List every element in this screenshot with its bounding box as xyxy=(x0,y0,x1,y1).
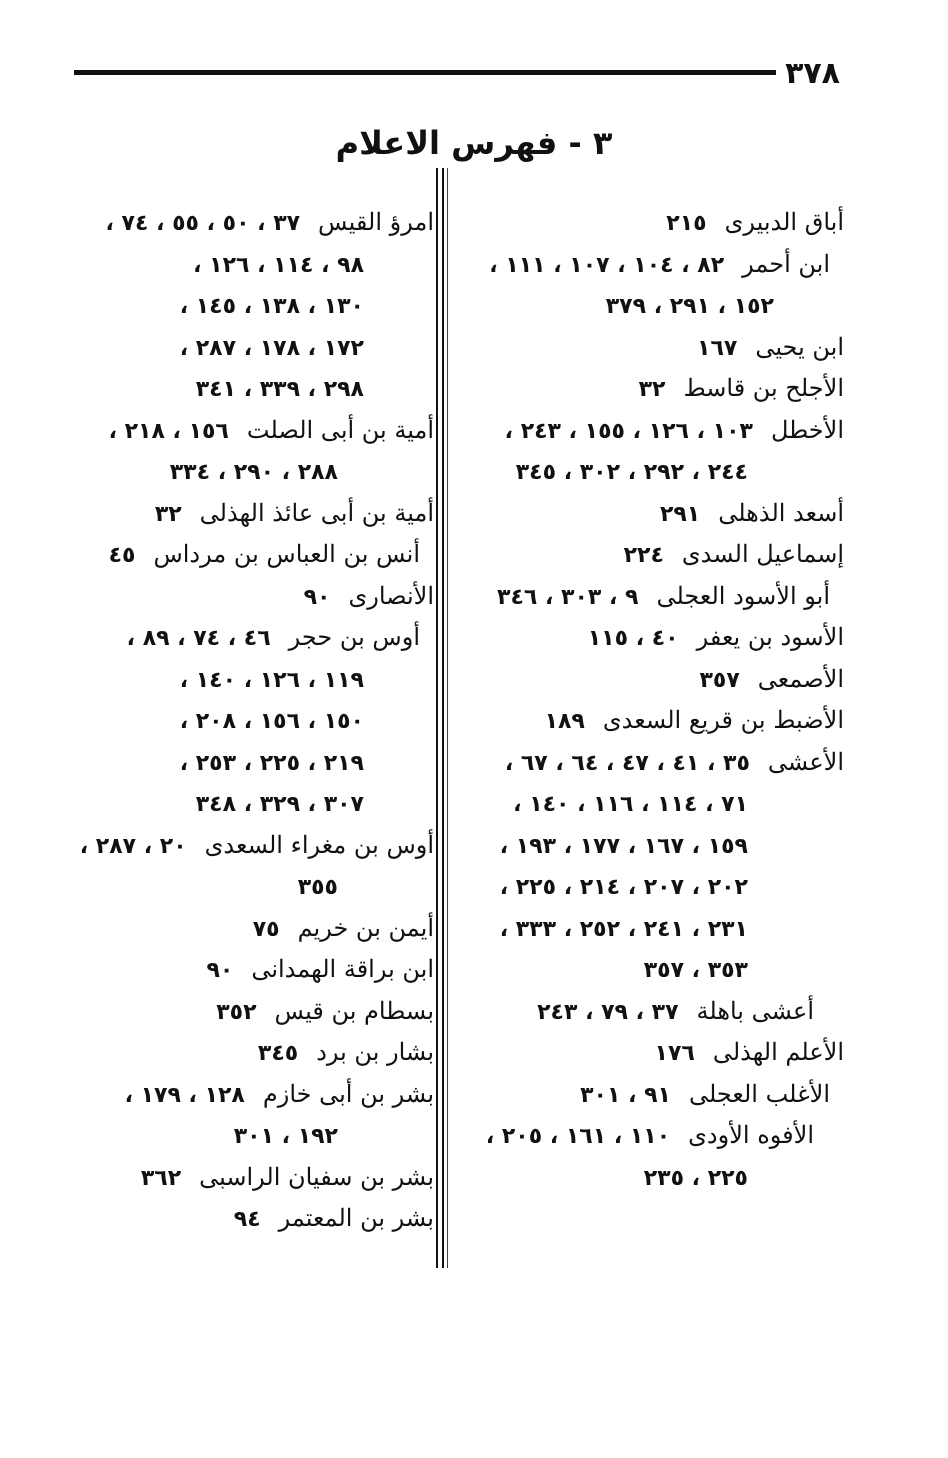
index-entry-continuation xyxy=(54,368,434,410)
entry-page-refs: ٩١ ، ٣٠١ xyxy=(580,1082,671,1108)
entry-page-refs: ٩٨ ، ١١٤ ، ١٢٦ ، xyxy=(193,252,364,278)
index-entry xyxy=(54,908,434,950)
entry-name: الأجلح بن قاسط xyxy=(683,374,844,402)
index-entry-continuation xyxy=(464,949,844,991)
index-entry xyxy=(54,825,434,867)
index-entry-continuation xyxy=(54,1115,434,1157)
entry-page-refs: ٣٥ ، ٤١ ، ٤٧ ، ٦٤ ، ٦٧ ، xyxy=(504,750,750,776)
index-entry-continuation xyxy=(54,244,434,286)
entry-name: بشر بن أبى خازم xyxy=(262,1079,434,1108)
index-entry xyxy=(464,991,844,1033)
entry-name: أمية بن أبى عائذ الهذلى xyxy=(199,498,434,527)
entry-page-refs: ٣٥٢ xyxy=(216,999,257,1025)
entry-name: أوس بن حجر xyxy=(288,623,420,651)
entry-page-refs: ١٧٢ ، ١٧٨ ، ٢٨٧ ، xyxy=(179,335,364,361)
index-entry xyxy=(54,1032,434,1074)
header-rule xyxy=(74,70,776,75)
entry-page-refs: ٢١٥ xyxy=(666,211,707,236)
entry-name: أمية بن أبى الصلت xyxy=(246,415,434,444)
entry-name: الأخطل xyxy=(770,415,844,444)
index-entry xyxy=(464,742,844,784)
entry-page-refs: ٣٥٣ ، ٣٥٧ xyxy=(643,958,748,983)
entry-page-refs: ٢٠٢ ، ٢٠٧ ، ٢١٤ ، ٢٢٥ ، xyxy=(499,875,748,900)
divider-line xyxy=(436,168,438,1268)
entry-page-refs: ١٥٢ ، ٢٩١ ، ٣٧٩ xyxy=(605,294,774,319)
divider-line xyxy=(447,168,448,1268)
entry-name: الأفوه الأودى xyxy=(688,1121,814,1149)
entry-page-refs: ٢٤٤ ، ٢٩٢ ، ٣٠٢ ، ٣٤٥ xyxy=(515,460,748,485)
entry-name: إسماعيل السدى xyxy=(681,540,844,568)
entry-page-refs: ٣٥٧ xyxy=(699,667,740,693)
index-entry xyxy=(464,534,844,576)
entry-name: ابن أحمر xyxy=(742,249,830,278)
index-entry xyxy=(54,576,434,618)
entry-page-refs: ٤٦ ، ٧٤ ، ٨٩ ، xyxy=(126,626,271,651)
entry-page-refs: ٢٢٤ xyxy=(623,543,664,568)
entry-page-refs: ٩٤ xyxy=(233,1207,261,1232)
index-entry-continuation xyxy=(54,659,434,701)
index-entry xyxy=(54,1198,434,1240)
entry-name: أيمن بن خريم xyxy=(297,913,434,942)
entry-page-refs: ١٧٦ xyxy=(654,1041,695,1066)
entry-page-refs: ١٥٦ ، ٢١٨ ، xyxy=(108,418,229,444)
entry-name: أسعد الذهلى xyxy=(718,498,844,527)
entry-page-refs: ٩٠ xyxy=(303,584,331,610)
index-entry xyxy=(54,949,434,991)
entry-name: ابن يحيى xyxy=(755,332,844,361)
entry-name: الأنصارى xyxy=(348,581,434,610)
entry-page-refs: ١٣٠ ، ١٣٨ ، ١٤٥ ، xyxy=(179,294,364,319)
entry-name: الأعشى xyxy=(767,747,844,776)
page-number: ٣٧٨ xyxy=(785,56,840,91)
index-entry-continuation xyxy=(464,451,844,493)
entry-page-refs: ٢٣١ ، ٢٤١ ، ٢٥٢ ، ٣٣٣ ، xyxy=(499,916,748,942)
entry-page-refs: ٤٥ xyxy=(108,543,136,568)
index-entry-continuation xyxy=(54,783,434,825)
entry-page-refs: ٧١ ، ١١٤ ، ١١٦ ، ١٤٠ ، xyxy=(513,792,748,817)
index-entry xyxy=(464,659,844,701)
entry-name: بشار بن برد xyxy=(316,1038,434,1066)
entry-page-refs: ١١٩ ، ١٢٦ ، ١٤٠ ، xyxy=(179,667,364,693)
entry-page-refs: ٨٢ ، ١٠٤ ، ١٠٧ ، ١١١ ، xyxy=(489,252,725,278)
entry-page-refs: ١٥٩ ، ١٦٧ ، ١٧٧ ، ١٩٣ ، xyxy=(499,833,748,859)
entry-name: الأصمعى xyxy=(757,664,844,693)
entry-name: ابن براقة الهمدانى xyxy=(251,955,434,983)
index-entry-continuation xyxy=(54,451,434,493)
index-entry xyxy=(464,202,844,244)
right-index-column xyxy=(464,202,844,1198)
entry-name: امرؤ القيس xyxy=(318,208,434,236)
entry-name: بشر بن المعتمر xyxy=(278,1204,434,1232)
index-entry-continuation xyxy=(464,908,844,950)
index-entry xyxy=(54,202,434,244)
entry-page-refs: ٢٢٥ ، ٢٣٥ xyxy=(643,1165,748,1191)
entry-page-refs: ٣٤٥ xyxy=(257,1041,299,1066)
entry-name: أبو الأسود العجلى xyxy=(656,581,830,610)
index-entry xyxy=(54,1157,434,1199)
index-entry xyxy=(464,1032,844,1074)
entry-page-refs: ٧٥ xyxy=(252,916,280,942)
index-entry xyxy=(54,991,434,1033)
entry-name: أباق الدبيرى xyxy=(724,208,844,236)
entry-page-refs: ٣٢ xyxy=(638,377,666,402)
entry-page-refs: ١٢٨ ، ١٧٩ ، xyxy=(124,1082,245,1108)
entry-name: بشر بن سفيان الراسبى xyxy=(199,1162,434,1191)
entry-page-refs: ٣٧ ، ٥٠ ، ٥٥ ، ٧٤ ، xyxy=(105,211,301,236)
entry-name: أعشى باهلة xyxy=(696,996,814,1025)
entry-page-refs: ٣٠٧ ، ٣٢٩ ، ٣٤٨ xyxy=(195,792,364,817)
entry-page-refs: ١٦٧ xyxy=(697,335,738,361)
index-entry xyxy=(54,617,434,659)
entry-page-refs: ١٥٠ ، ١٥٦ ، ٢٠٨ ، xyxy=(179,709,364,734)
index-entry xyxy=(464,1074,844,1116)
index-entry-continuation xyxy=(54,742,434,784)
divider-line xyxy=(442,168,444,1268)
index-entry xyxy=(464,617,844,659)
index-entry xyxy=(464,700,844,742)
entry-page-refs: ٣٧ ، ٧٩ ، ٢٤٣ xyxy=(537,999,679,1025)
index-entry xyxy=(464,493,844,535)
index-entry-continuation xyxy=(54,700,434,742)
index-entry xyxy=(54,410,434,452)
index-entry-continuation xyxy=(464,783,844,825)
index-entry xyxy=(464,244,844,286)
entry-name: الأعلم الهذلى xyxy=(712,1038,844,1066)
entry-page-refs: ٢٨٨ ، ٢٩٠ ، ٣٣٤ xyxy=(169,460,338,485)
index-entry xyxy=(54,1074,434,1116)
entry-name: الأضبط بن قريع السعدى xyxy=(602,706,844,734)
page-title: ٣ - فهرس الاعلام xyxy=(335,124,613,163)
index-entry xyxy=(464,1115,844,1157)
index-entry-continuation xyxy=(464,825,844,867)
index-entry-continuation xyxy=(464,1157,844,1199)
entry-page-refs: ٩ ، ٣٠٣ ، ٣٤٦ xyxy=(497,584,639,610)
entry-page-refs: ٣٥٥ xyxy=(297,875,338,900)
entry-page-refs: ٢١٩ ، ٢٢٥ ، ٢٥٣ ، xyxy=(179,750,364,776)
entry-name: أوس بن مغراء السعدى xyxy=(204,830,434,859)
entry-page-refs: ٢٠ ، ٢٨٧ ، xyxy=(79,833,187,859)
entry-name: بسطام بن قيس xyxy=(274,996,434,1025)
index-entry-continuation xyxy=(54,866,434,908)
entry-page-refs: ٢٩٨ ، ٣٣٩ ، ٣٤١ xyxy=(195,377,364,402)
left-index-column xyxy=(54,202,434,1240)
entry-page-refs: ١١٠ ، ١٦١ ، ٢٠٥ ، xyxy=(485,1124,671,1149)
entry-page-refs: ٣٦٢ xyxy=(140,1165,182,1191)
index-entry xyxy=(464,327,844,369)
entry-name: الأغلب العجلى xyxy=(688,1079,830,1108)
entry-page-refs: ١٩٢ ، ٣٠١ xyxy=(233,1124,338,1149)
entry-name: أنس بن العباس بن مرداس xyxy=(153,540,420,568)
entry-page-refs: ١٠٣ ، ١٢٦ ، ١٥٥ ، ٢٤٣ ، xyxy=(504,418,753,444)
entry-page-refs: ٩٠ xyxy=(206,958,234,983)
index-entry-continuation xyxy=(464,866,844,908)
index-entry xyxy=(464,410,844,452)
index-entry-continuation xyxy=(54,327,434,369)
column-divider xyxy=(436,168,450,1268)
index-entry xyxy=(54,493,434,535)
index-entry-continuation xyxy=(464,285,844,327)
entry-page-refs: ٤٠ ، ١١٥ xyxy=(587,626,679,651)
entry-name: الأسود بن يعفر xyxy=(696,623,844,651)
entry-page-refs: ٣٢ xyxy=(154,501,182,527)
index-entry xyxy=(54,534,434,576)
index-entry xyxy=(464,576,844,618)
entry-page-refs: ٢٩١ xyxy=(659,501,701,527)
entry-page-refs: ١٨٩ xyxy=(544,709,585,734)
index-entry xyxy=(464,368,844,410)
index-entry-continuation xyxy=(54,285,434,327)
